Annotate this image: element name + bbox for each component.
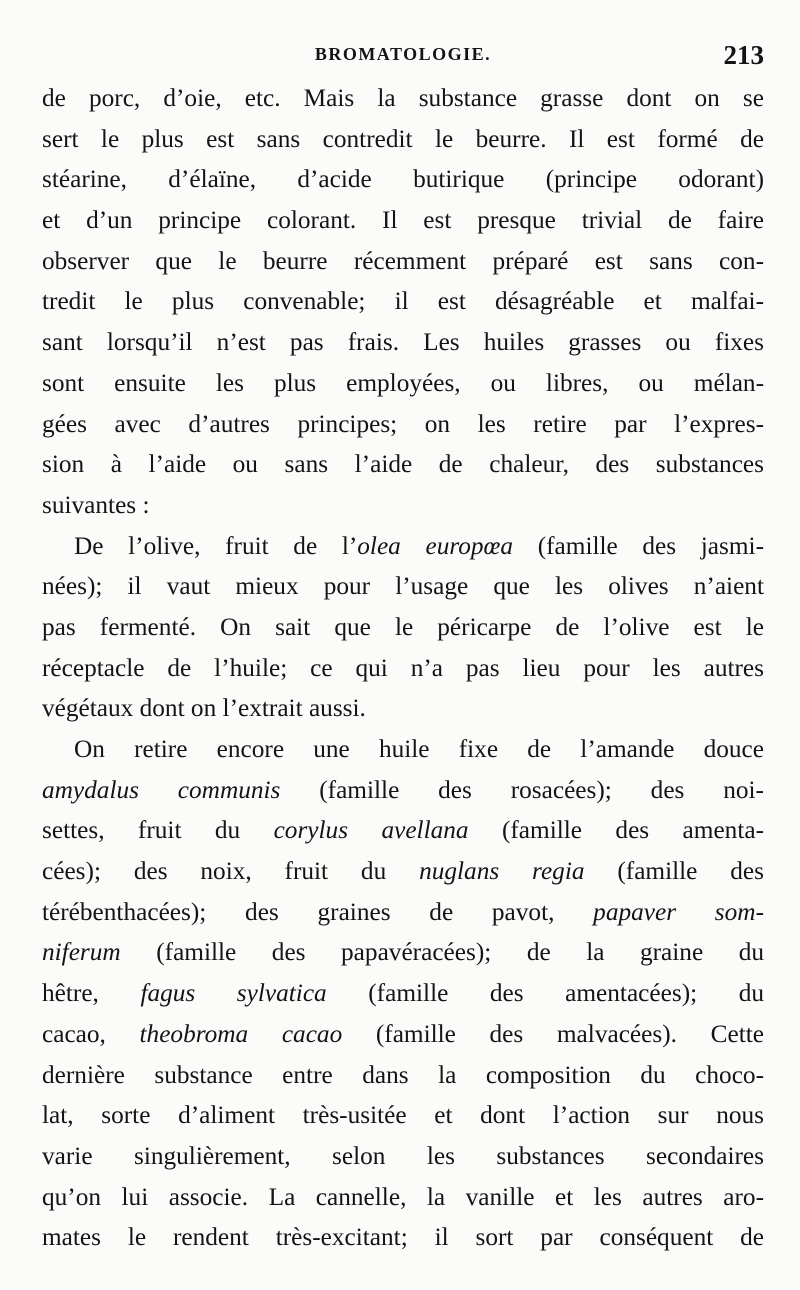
latin-name: olea europœa [357,531,514,560]
body-text [42,78,764,1258]
text-line: mates le rendent très-excitant; il sort par conséquent de [42,1223,764,1252]
running-head [42,40,764,74]
latin-name: amydalus communis [42,775,281,804]
text-line: varie singulièrement, selon les substances secondaires [42,1141,764,1170]
text-line: sion à l’aide ou sans l’aide de chaleur, des substances [42,450,764,479]
text-line: térébenthacées); des graines de pavot, papaver som- [42,897,764,926]
text-line: De l’olive, fruit de l’olea europœa (famille des jasmi- [74,531,764,560]
text-line: sant lorsqu’il n’est pas frais. Les huiles grasses ou fixes [42,328,764,357]
latin-name: nuglans regia [419,857,585,886]
text-line: observer que le beurre récemment préparé est sans con- [42,246,764,275]
latin-name: fagus sylvatica [140,979,327,1008]
text-line: de porc, d’oie, etc. Mais la substance grasse dont on se [42,84,764,112]
running-title: BROMATOLOGIE. [314,44,492,64]
text-line: sont ensuite les plus employées, ou libres, ou mélan- [42,368,764,397]
text-line: pas fermenté. On sait que le péricarpe de l’olive est le [42,612,764,641]
text-line: cées); des noix, fruit du nuglans regia (famille des [42,857,764,886]
latin-name: niferum [42,938,121,967]
latin-name: papaver som- [593,897,764,926]
text-line: niferum (famille des papavéracées); de la graine du [42,938,764,967]
text-line: réceptacle de l’huile; ce qui n’a pas lieu pour les autres [42,653,764,682]
text-line: sert le plus est sans contredit le beurre. Il est formé de [42,124,764,153]
text-line: lat, sorte d’aliment très-usitée et dont l’action sur nous [42,1101,764,1130]
text-line: amydalus communis (famille des rosacées); des noi- [42,775,764,804]
text-line: gées avec d’autres principes; on les retire par l’expres- [42,409,764,438]
text-line: et d’un principe colorant. Il est presque trivial de faire [42,206,764,235]
latin-name: theobroma cacao [139,1019,343,1048]
text-line: settes, fruit du corylus avellana (famille des amenta- [42,816,764,845]
text-line: On retire encore une huile fixe de l’amande douce [74,735,764,763]
text-line: hêtre, fagus sylvatica (famille des amentacées); du [42,979,764,1008]
text-line: végétaux dont on l’extrait aussi. [42,694,366,723]
text-line: stéarine, d’élaïne, d’acide butirique (principe odorant) [42,165,764,194]
text-line: cacao, theobroma cacao (famille des malvacées). Cette [42,1019,764,1048]
page-number: 213 [723,40,764,70]
text-line: qu’on lui associe. La cannelle, la vanille et les autres aro- [42,1182,764,1211]
text-line: tredit le plus convenable; il est désagréable et malfai- [42,287,764,316]
text-line: dernière substance entre dans la composition du choco- [42,1060,764,1089]
latin-name: corylus avellana [273,816,469,845]
text-line: suivantes : [42,490,150,519]
text-line: nées); il vaut mieux pour l’usage que les olives n’aient [42,572,764,601]
